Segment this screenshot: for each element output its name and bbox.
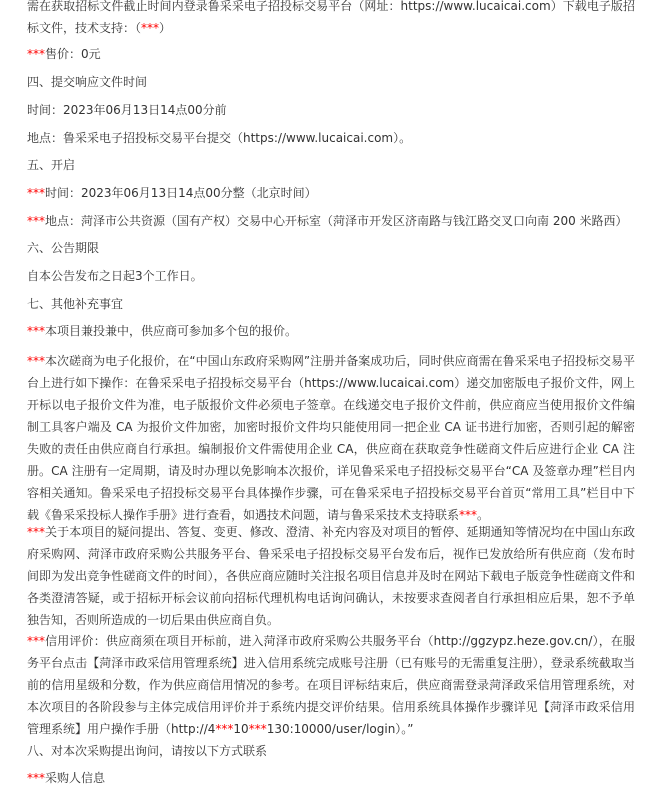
url-fragment-end: 130:10000/user/login）。” (266, 722, 414, 736)
tender-download-text-end: ） (159, 21, 172, 35)
multi-package-line (27, 321, 642, 342)
redacted-mark: *** (459, 508, 478, 522)
section-5-heading: 五、开启 (27, 158, 76, 172)
redacted-mark: *** (215, 722, 234, 736)
redacted-mark: *** (27, 214, 45, 228)
redacted-mark: *** (248, 722, 267, 736)
price-text: 售价：0元 (45, 47, 101, 61)
electronic-bidding-paragraph: ***本次磋商为电子化报价，在“中国山东政府采购网”注册并备案成功后，同时供应商需在鲁采采电子招投标交易平台上进行如下操作：在鲁采采电子招投标交易平台（https://www.lucaicai.com）递交加密版电子报价文件，网上开标以电子报价文件为准，电子版报价文件必须电子签章。在线递交电子报价文件前，供应商应当使用报价文件编制工具客户端及 CA 为报价文件加密，加密时报价文件均只能使用同一把企业 CA 证书进行加密，否则引起的解密失败的责任由供应商自行承担。编制报价文件需使用企业 CA，供应商在获取竞争性磋商文件后应进行企业 CA 注册。CA 注册有一定周期，请及时办理以免影响本次报价，详见鲁采采电子招投标交易平台“CA 及签章办理”栏目内容相关通知。鲁采采电子招投标交易平台具体操作步骤，可在鲁采采电子招投标交易平台首页“常用工具”栏目中下载《鲁采采投标人操作手册》进行查看，如遇技术问题，请与鲁采采技术支持联系***。 (27, 354, 635, 522)
redacted-mark: *** (27, 324, 45, 338)
credit-evaluation-paragraph (27, 630, 635, 740)
price-line (27, 44, 642, 65)
url-fragment: 10 (233, 722, 249, 736)
redacted-mark: *** (27, 634, 45, 648)
multi-package-text: 本项目兼投兼中，供应商可参加多个包的报价。 (45, 324, 298, 338)
section-7-heading: 七、其他补充事宜 (27, 297, 124, 311)
redacted-mark: *** (27, 47, 45, 61)
section-4-heading: 四、提交响应文件时间 (27, 75, 148, 89)
redacted-mark: *** (27, 186, 45, 200)
clarification-text: 关于本项目的疑问提出、答复、变更、修改、澄清、补充内容及对项目的暂停、延期通知等情况均在中国山东政府采购网、菏泽市政府采购公共服务平台、鲁采采电子招投标交易平台发布后，视作已发放给所有供应商（发布时间即为发出竞争性磋商文件的时间），各供应商应随时关注报名项目信息并及时在网站下载电子版竞争性磋商文件和各类澄清答疑，或于招标开标会议前向招标代理机构电话询问确认，未按要求查阅者自行承担相应后果，恕不予单独告知，否则所造成的一切后果由供应商自负。 (27, 525, 635, 627)
credit-evaluation-text: 信用评价：供应商须在项目开标前，进入菏泽市政府采购公共服务平台（http://ggzypz.heze.gov.cn/），在服务平台点击【菏泽市政采信用管理系统】进入信用系统完成账号注册（已有账号的无需重复注册），登录系统截取当前的信用星级和分数，作为供应商信用情况的参考。在项目评标结束后，供应商需登录菏泽政采信用管理系统，对本次项目的各阶段参与主体完成信用评价并于系统内提交评价结果。信用系统具体操作步骤详见【菏泽市政采信用管理系统】用户操作手册（http://4 (27, 634, 635, 736)
redacted-mark: *** (27, 354, 45, 368)
tender-download-text: 需在获取招标文件截止时间内登录鲁采采电子招投标交易平台（网址：https://www.lucaicai.com）下载电子版招标文件，技术支持：（ (27, 0, 635, 35)
opening-place-line (27, 211, 642, 232)
opening-time-line (27, 183, 642, 204)
opening-time: 时间：2023年06月13日14点00分整（北京时间） (45, 186, 317, 200)
submission-place: 地点：鲁采采电子招投标交易平台提交（https://www.lucaicai.com）。 (27, 131, 412, 145)
tender-download-paragraph (27, 0, 635, 39)
opening-place: 地点：菏泽市公共资源（国有产权）交易中心开标室（菏泽市开发区济南路与钱江路交叉口向南 200 米路西） (45, 214, 628, 228)
redacted-mark: *** (27, 771, 45, 785)
redacted-mark: *** (141, 21, 160, 35)
notice-period: 自本公告发布之日起3个工作日。 (27, 269, 203, 283)
section-6-heading: 六、公告期限 (27, 241, 100, 255)
submission-time: 时间：2023年06月13日14点00分前 (27, 103, 227, 117)
redacted-mark: *** (27, 525, 45, 539)
clarification-paragraph (27, 521, 635, 631)
electronic-bidding-text: 本次磋商为电子化报价，在“中国山东政府采购网”注册并备案成功后，同时供应商需在鲁采采电子招投标交易平台上进行如下操作：在鲁采采电子招投标交易平台（https://www.lucaicai.com）递交加密版电子报价文件，网上开标以电子报价文件为准，电子版报价文件必须电子签章。在线递交电子报价文件前，供应商应当使用报价文件编制工具客户端及 CA 为报价文件加密，加密时报价文件均只能使用同一把企业 CA 证书进行加密，否则引起的解密失败的责任由供应商自行承担。编制报价文件需使用企业 CA，供应商在获取竞争性磋商文件后应进行企业 CA 注册。CA 注册有一定周期，请及时办理以免影响本次报价，详见鲁采采电子招投标交易平台“CA 及签章办理”栏目内容相关通知。鲁采采电子招投标交易平台具体操作步骤，可在鲁采采电子招投标交易平台首页“常用工具”栏目中下载《鲁采采投标人操作手册》进行查看，如遇技术问题，请与鲁采采技术支持联系 (27, 354, 635, 522)
section-8-heading: 八、对本次采购提出询问，请按以下方式联系 (27, 744, 268, 758)
purchaser-info: 采购人信息 (45, 771, 106, 785)
